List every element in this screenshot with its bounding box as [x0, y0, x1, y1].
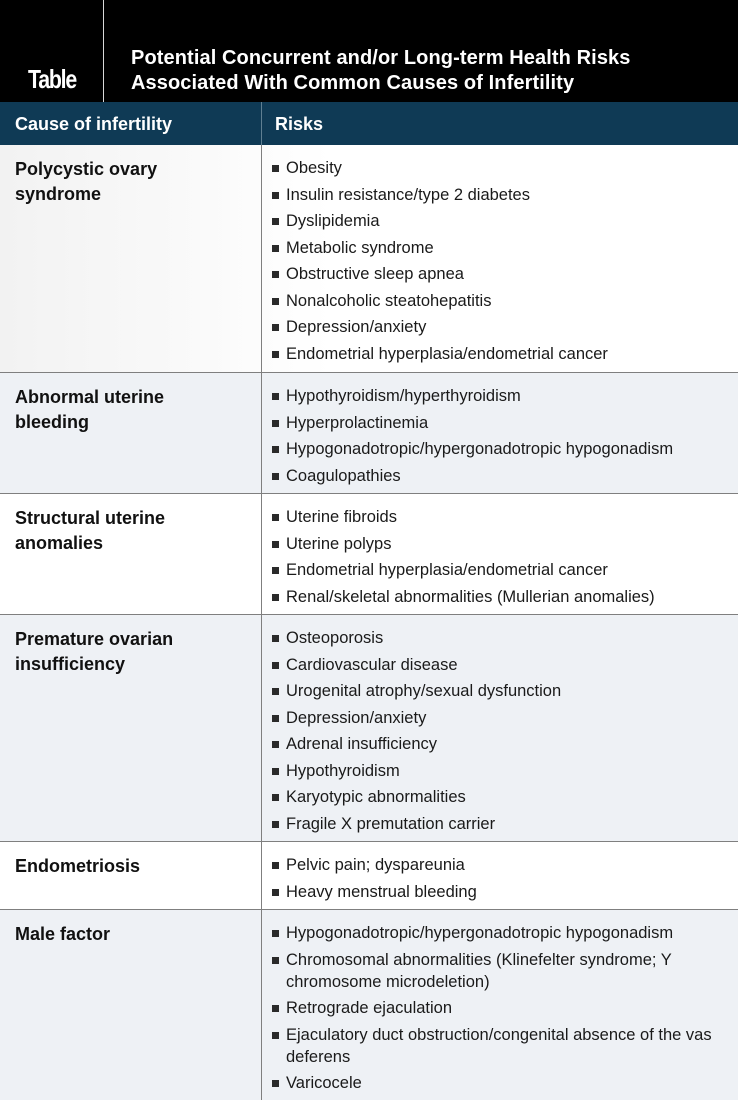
risk-list	[272, 854, 477, 907]
risk-item: Renal/skeletal abnormalities (Mullerian anomalies)	[272, 586, 655, 608]
risk-item: Pelvic pain; dyspareunia	[272, 854, 477, 876]
table-row	[0, 145, 738, 373]
risk-list	[272, 506, 655, 612]
risk-item: Hypothyroidism	[272, 760, 561, 782]
table-row	[0, 842, 738, 910]
header-separator	[261, 102, 262, 145]
cause-cell: Premature ovarian insufficiency	[15, 629, 174, 674]
table-row	[0, 615, 738, 842]
header-risks: Risks	[275, 114, 324, 134]
table-header-row	[0, 102, 738, 147]
table-title-bar	[0, 0, 738, 102]
risk-item: Heavy menstrual bleeding	[272, 881, 477, 903]
risk-list	[272, 922, 727, 1099]
risk-item: Osteoporosis	[272, 627, 561, 649]
risk-item: Hypothyroidism/hyperthyroidism	[272, 385, 673, 407]
risk-item: Coagulopathies	[272, 465, 673, 487]
risk-item: Cardiovascular disease	[272, 654, 561, 676]
risk-item: Obesity	[272, 157, 608, 179]
risk-list	[272, 627, 561, 839]
cause-cell: Male factor	[15, 924, 111, 944]
title-line-2: Associated With Common Causes of Infertility	[131, 72, 575, 94]
risk-item: Adrenal insufficiency	[272, 733, 561, 755]
risk-item: Fragile X premutation carrier	[272, 813, 561, 835]
cause-cell: Endometriosis	[15, 856, 141, 876]
risk-item: Varicocele	[272, 1072, 727, 1094]
risk-item: Insulin resistance/type 2 diabetes	[272, 184, 608, 206]
risk-item: Karyotypic abnormalities	[272, 786, 561, 808]
cause-cell: Structural uterine anomalies	[15, 508, 166, 553]
risk-list	[272, 385, 673, 491]
risk-item: Uterine polyps	[272, 533, 655, 555]
table-title	[131, 46, 631, 96]
risk-item: Endometrial hyperplasia/endometrial cancer	[272, 559, 655, 581]
risk-item: Ejaculatory duct obstruction/congenital absence of the vas deferens	[272, 1024, 731, 1068]
risk-item: Nonalcoholic steatohepatitis	[272, 290, 608, 312]
table-row	[0, 373, 738, 494]
risk-item: Chromosomal abnormalities (Klinefelter syndrome; Y chromosome microdeletion)	[272, 949, 701, 993]
header-cause: Cause of infertility	[15, 114, 173, 134]
title-line-1: Potential Concurrent and/or Long-term Health Risks	[131, 47, 631, 69]
risk-item: Uterine fibroids	[272, 506, 655, 528]
table-label: Table	[28, 64, 76, 94]
risk-item: Hyperprolactinemia	[272, 412, 673, 434]
risk-item: Hypogonadotropic/hypergonadotropic hypogonadism	[272, 922, 727, 944]
table-row	[0, 910, 738, 1100]
table-row	[0, 494, 738, 615]
cause-cell: Polycystic ovary syndrome	[15, 159, 158, 204]
risk-item: Depression/anxiety	[272, 316, 608, 338]
risk-item: Retrograde ejaculation	[272, 997, 727, 1019]
risk-list	[272, 157, 608, 369]
risk-item: Obstructive sleep apnea	[272, 263, 608, 285]
title-divider	[103, 0, 104, 102]
risk-item: Endometrial hyperplasia/endometrial cancer	[272, 343, 608, 365]
risk-item: Depression/anxiety	[272, 707, 561, 729]
risk-item: Urogenital atrophy/sexual dysfunction	[272, 680, 561, 702]
risk-item: Hypogonadotropic/hypergonadotropic hypogonadism	[272, 438, 673, 460]
risk-item: Metabolic syndrome	[272, 237, 608, 259]
risk-item: Dyslipidemia	[272, 210, 608, 232]
cause-cell: Abnormal uterine bleeding	[15, 387, 165, 432]
